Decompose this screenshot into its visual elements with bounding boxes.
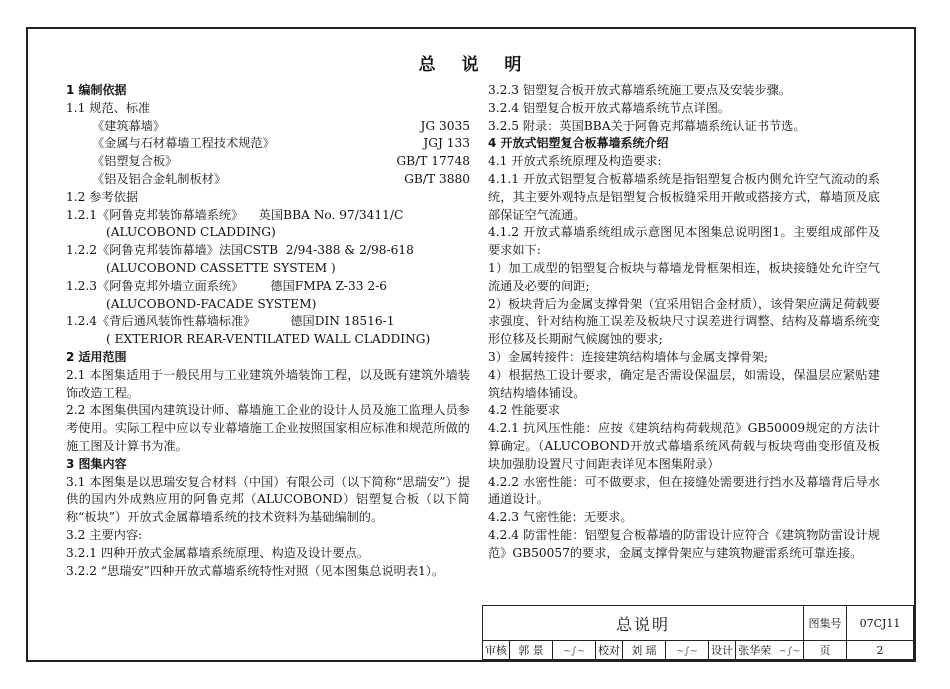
reference-item: 1.2.2《阿鲁克邦装饰幕墙》法国CSTB 2/94-388 & 2/98-618 [66, 243, 414, 258]
reviewer-name: 郭 景 [510, 641, 553, 660]
page-number: 2 [847, 641, 914, 660]
paragraph-3-2: 3.2 主要内容: [66, 527, 143, 542]
reference-item: 1.2.3《阿鲁克邦外墙立面系统》 德国FMPA Z-33 2-6 [66, 278, 388, 293]
paragraph-2-1: 2.1 本图集适用于一般民用与工业建筑外墙装饰工程，以及既有建筑外墙装饰改造工程。 [66, 367, 470, 400]
section-1-1-heading: 1.1 规范、标准 [66, 100, 151, 115]
section-1-2-heading: 1.2 参考依据 [66, 189, 139, 204]
reviewer-signature: ~∫~ [553, 641, 596, 660]
paragraph-3-2-5: 3.2.5 附录：英国BBA关于阿鲁克邦幕墙系统认证书节选。 [488, 118, 806, 133]
page-label: 页 [804, 641, 847, 660]
section-2-heading: 2 适用范围 [66, 349, 127, 364]
paragraph-3-2-4: 3.2.4 铝塑复合板开放式幕墙系统节点详图。 [488, 100, 731, 115]
paragraph-4-2: 4.2 性能要求 [488, 403, 561, 418]
paragraph-3-2-2: 3.2.2 “思瑞安”四种开放式幕墙系统特性对照（见本图集总说明表1）。 [66, 563, 445, 578]
list-item: 4）根据热工设计要求，确定是否需设保温层，如需设，保温层应紧贴建筑结构墙体铺设。 [488, 367, 880, 400]
paragraph-4-2-2: 4.2.2 水密性能：可不做要求，但在接缝处需要进行挡水及幕墙背后导水通道设计。 [488, 474, 880, 507]
reference-item-english: (ALUCOBOND CLADDING) [106, 225, 276, 240]
paragraph-4-2-3: 4.2.3 气密性能：无要求。 [488, 510, 633, 525]
paragraph-2-2: 2.2 本图集供国内建筑设计师、幕墙施工企业的设计人员及施工监理人员参考使用。实际工程中应以专业幕墙施工企业按照国家相应标准和规范所做的施工图及计算书为准。 [66, 403, 470, 453]
design-label: 设计 [709, 641, 736, 660]
paragraph-3-1: 3.1 本图集是以思瑞安复合材料（中国）有限公司（以下简称“思瑞安”）提供的国内外成熟应用的阿鲁克邦（ALUCOBOND）铝塑复合板（以下简称“板块”）开放式金属幕墙系统的技术资料为基础编制的。 [66, 474, 470, 525]
designer-name-and-signature: 张华荣 ~∫~ [736, 641, 804, 660]
page-title: 总 说 明 [418, 55, 532, 75]
checker-name: 刘 瑶 [623, 641, 666, 660]
paragraph-3-2-1: 3.2.1 四种开放式金属幕墙系统原理、构造及设计要点。 [66, 545, 370, 560]
title-block [482, 605, 914, 660]
standard-ref: 《建筑幕墙》 JG 3035 [92, 118, 470, 133]
list-item: 1）加工成型的铝塑复合板块与幕墙龙骨框架相连，板块接缝处允许空气流通及必要的间距; [488, 260, 880, 293]
paragraph-4-1-1: 4.1.1 开放式铝塑复合板幕墙系统是指铝塑复合板内侧允许空气流动的系统，其主要外观特点是铝塑复合板板缝采用开敞或搭接方式，幕墙顶及底部保证空气流通。 [488, 171, 880, 222]
paragraph-4-2-1: 4.2.1 抗风压性能：应按《建筑结构荷载规范》GB50009规定的方法计算确定。（ALUCOBOND开放式幕墙系统风荷载与板块弯曲变形值及板块加强肋设置尺寸间距表详见本图集附录） [488, 421, 880, 471]
list-item: 3）金属转接件：连接建筑结构墙体与金属支撑骨架; [488, 349, 768, 364]
reference-item-english: ( EXTERIOR REAR-VENTILATED WALL CLADDING) [106, 332, 431, 347]
left-column [66, 82, 470, 580]
atlas-number: 07CJ11 [847, 606, 914, 641]
paragraph-4-1: 4.1 开放式系统原理及构造要求: [488, 154, 662, 169]
title-block-name: 总说明 [483, 606, 804, 641]
check-label: 校对 [596, 641, 623, 660]
checker-signature: ~∫~ [666, 641, 709, 660]
reference-item: 1.2.4《背后通风装饰性幕墙标准》 德国DIN 18516-1 [66, 314, 395, 329]
atlas-number-label: 图集号 [804, 606, 847, 641]
reference-item-english: (ALUCOBOND CASSETTE SYSTEM ) [106, 260, 336, 275]
paragraph-3-2-3: 3.2.3 铝塑复合板开放式幕墙系统施工要点及安装步骤。 [488, 83, 792, 97]
right-column [488, 82, 880, 563]
reference-item: 1.2.1《阿鲁克邦装饰幕墙系统》 英国BBA No. 97/3411/C [66, 207, 404, 222]
paragraph-4-2-4: 4.2.4 防雷性能：铝塑复合板幕墙的防雷设计应符合《建筑物防雷设计规范》GB50057的要求，金属支撑骨架应与建筑物避雷系统可靠连接。 [488, 527, 880, 560]
section-1-heading: 1 编制依据 [66, 83, 127, 97]
section-4-heading: 4 开放式铝塑复合板幕墙系统介绍 [488, 136, 669, 151]
paragraph-4-1-2: 4.1.2 开放式幕墙系统组成示意图见本图集总说明图1。主要组成部件及要求如下: [488, 225, 880, 258]
standard-ref: 《金属与石材幕墙工程技术规范》 JGJ 133 [92, 136, 470, 151]
list-item: 2）板块背后为金属支撑骨架（宜采用铝合金材质），该骨架应满足荷载要求强度、针对结构施工误差及板块尺寸误差进行调整、结构及幕墙系统变形位移及长期耐气候腐蚀的要求; [488, 296, 880, 347]
section-3-heading: 3 图集内容 [66, 456, 127, 471]
reference-item-english: (ALUCOBOND-FACADE SYSTEM) [106, 296, 317, 311]
standard-ref: 《铝及铝合金轧制板材》 GB/T 3880 [92, 171, 470, 186]
standard-ref: 《铝塑复合板》 GB/T 17748 [92, 154, 470, 169]
review-label: 审核 [483, 641, 510, 660]
